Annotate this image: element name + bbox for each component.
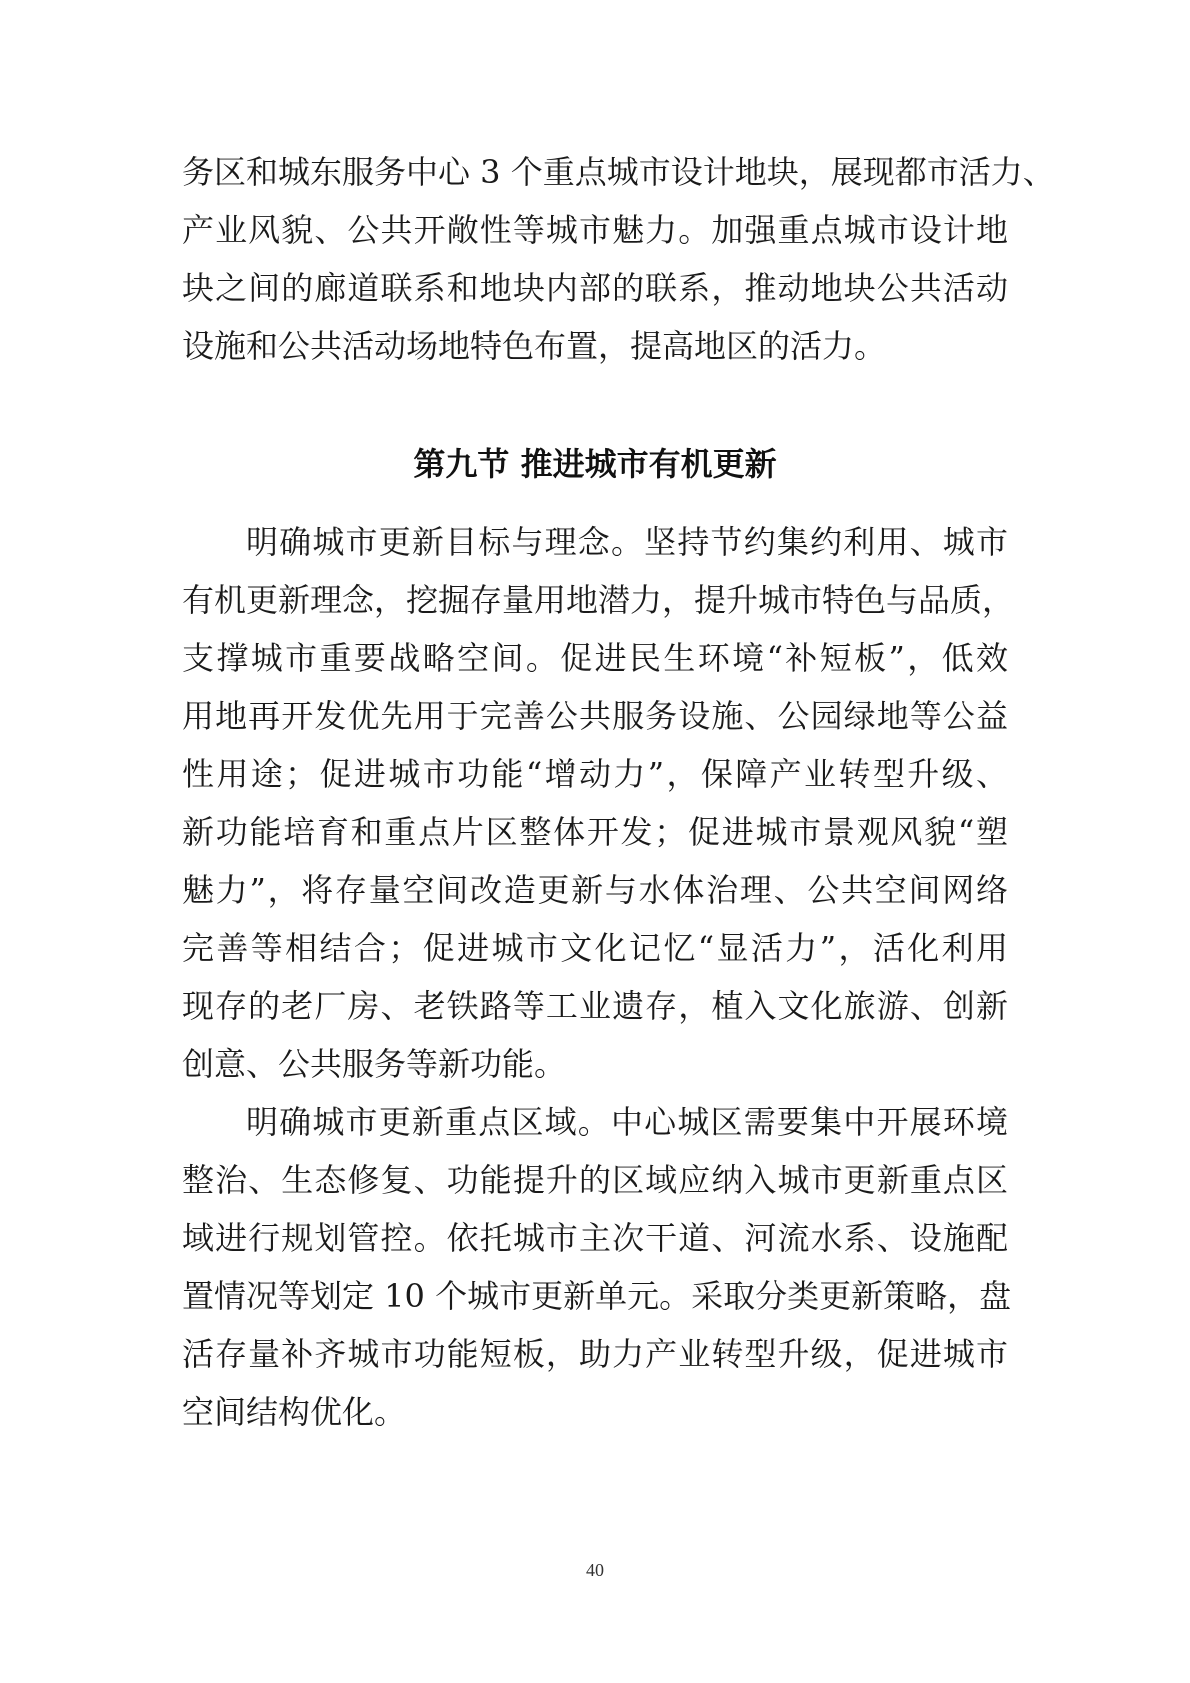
paragraph-line: 支撑城市重要战略空间。促进民生环境“补短板”，低效 [182,639,1008,677]
paragraph-line: 新功能培育和重点片区整体开发；促进城市景观风貌“塑 [182,813,1008,851]
paragraph-line: 明确城市更新目标与理念。坚持节约集约利用、城市 [246,523,1008,561]
paragraph-line: 务区和城东服务中心 3 个重点城市设计地块，展现都市活力、 [182,153,1055,191]
paragraph-line: 魅力”，将存量空间改造更新与水体治理、公共空间网络 [182,871,1008,909]
paragraph-line: 性用途；促进城市功能“增动力”，保障产业转型升级、 [182,755,1008,793]
paragraph-line: 有机更新理念，挖掘存量用地潜力，提升城市特色与品质， [182,581,1015,619]
paragraph-line: 完善等相结合；促进城市文化记忆“显活力”，活化利用 [182,929,1008,967]
paragraph-line: 置情况等划定 10 个城市更新单元。采取分类更新策略，盘 [182,1277,1012,1315]
paragraph-line: 明确城市更新重点区域。中心城区需要集中开展环境 [246,1103,1008,1141]
paragraph-line: 现存的老厂房、老铁路等工业遗存，植入文化旅游、创新 [182,987,1008,1025]
paragraph-line: 块之间的廊道联系和地块内部的联系，推动地块公共活动 [182,269,1008,307]
paragraph-line: 活存量补齐城市功能短板，助力产业转型升级，促进城市 [182,1335,1008,1373]
paragraph-line: 整治、生态修复、功能提升的区域应纳入城市更新重点区 [182,1161,1008,1199]
paragraph-line: 域进行规划管控。依托城市主次干道、河流水系、设施配 [182,1219,1008,1257]
page-number: 40 [586,1560,604,1580]
paragraph-line: 用地再开发优先用于完善公共服务设施、公园绿地等公益 [182,697,1008,735]
paragraph-line: 空间结构优化。 [182,1393,407,1431]
paragraph-line: 设施和公共活动场地特色布置，提高地区的活力。 [182,327,887,365]
section-heading: 第九节 推进城市有机更新 [413,445,777,483]
paragraph-line: 创意、公共服务等新功能。 [182,1045,567,1083]
paragraph-line: 产业风貌、公共开敞性等城市魅力。加强重点城市设计地 [182,211,1008,249]
